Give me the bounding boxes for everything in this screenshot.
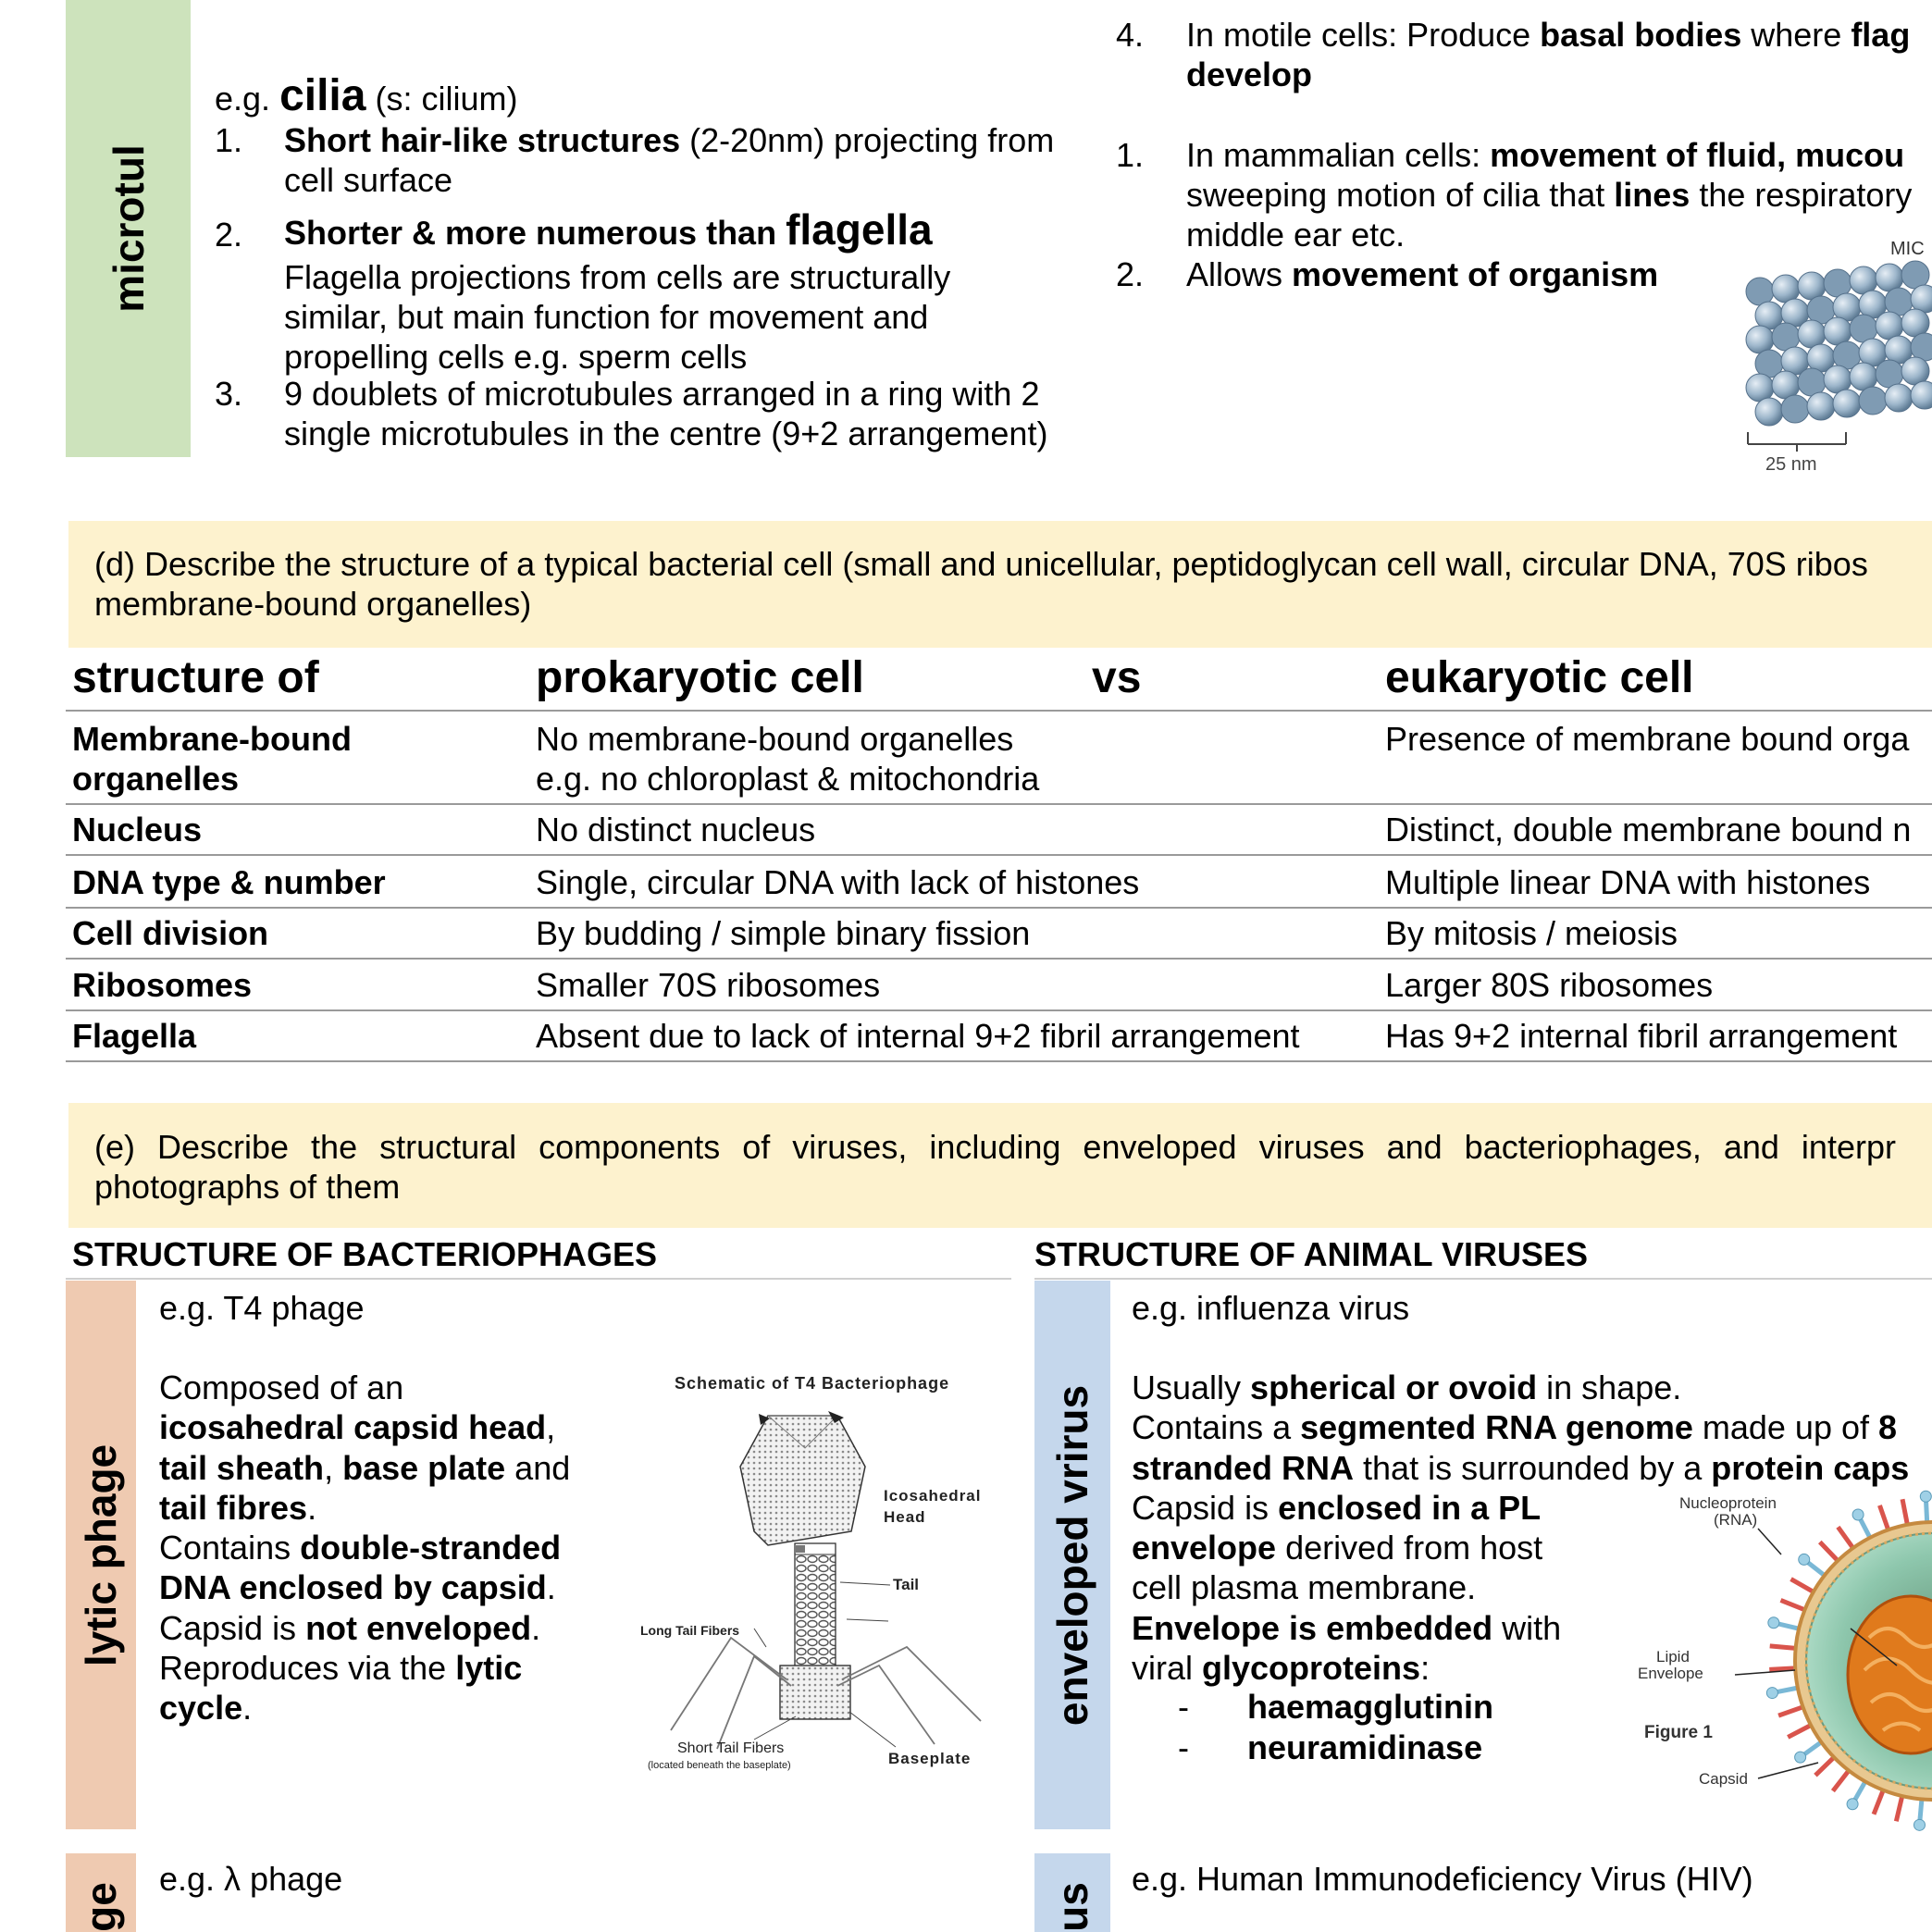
text-line: Composed of an	[159, 1368, 404, 1406]
table-row-1-eukaryotic: Presence of membrane bound orga	[1385, 720, 1910, 758]
table-row-2-prokaryotic: No distinct nucleus	[536, 811, 816, 848]
table-row-3-eukaryotic: Multiple linear DNA with histones	[1385, 863, 1871, 901]
cilia-term: cilia	[279, 71, 366, 120]
head-label: Icosahedral	[884, 1487, 982, 1505]
icosahedral-head	[740, 1416, 865, 1545]
tail-label: Tail	[893, 1576, 920, 1593]
microtubule-side-bar	[66, 0, 191, 457]
neuramidinase-item: neuramidinase	[1247, 1728, 1483, 1766]
nucleoprotein-label: Nucleoprotein	[1679, 1494, 1777, 1512]
table-row-4-structure: Cell division	[72, 914, 269, 952]
t4-phage-example: e.g. T4 phage	[159, 1289, 365, 1327]
bacteriophage-heading: STRUCTURE OF BACTERIOPHAGES	[72, 1235, 658, 1273]
lipid-label: Lipid	[1656, 1648, 1690, 1666]
microtubule-figure	[1740, 227, 1932, 486]
text-line: cycle.	[159, 1689, 253, 1728]
t4-figure-title: Schematic of T4 Bacteriophage	[675, 1374, 950, 1393]
nucleoprotein-label-line2: (RNA)	[1714, 1511, 1758, 1529]
section-d-line1: (d) Describe the structure of a typical bacterial cell (small and unicellular, peptidoglycan cell wall, circular DNA, 70S ribos	[94, 545, 1868, 583]
text-line: Capsid is enclosed in a PL	[1132, 1488, 1542, 1527]
tail-sheath	[795, 1554, 836, 1684]
section-d-banner	[68, 521, 1932, 648]
table-row-2-structure: Nucleus	[72, 811, 203, 848]
text-line: stranded RNA that is surrounded by a protein caps	[1132, 1448, 1910, 1487]
section-d-line2: membrane-bound organelles)	[94, 585, 532, 623]
lytic-phage-side-label: lytic phage	[77, 1443, 125, 1666]
table-row-6-structure: Flagella	[72, 1017, 197, 1055]
text-line: Usually spherical or ovoid in shape.	[1132, 1368, 1682, 1406]
text-line: tail sheath, base plate and	[159, 1448, 571, 1487]
text-line: Contains a segmented RNA genome made up of 8	[1132, 1408, 1898, 1447]
table-header-structure: structure of	[72, 653, 319, 702]
hiv-side-label: us	[1048, 1882, 1096, 1932]
table-row-6-prokaryotic: Absent due to lack of internal 9+2 fibril arrangement	[536, 1017, 1300, 1055]
long-fibers-label: Long Tail Fibers	[640, 1623, 740, 1638]
section-e-line1: (e) Describe the structural components of viruses, including enveloped viruses and bacteriophages, and interpr	[94, 1128, 1896, 1166]
lipid-label-line2: Envelope	[1638, 1665, 1703, 1682]
microtubule-side-label: microtul	[104, 144, 153, 313]
lambda-phage-side-label: ge	[77, 1882, 125, 1932]
table-header-vs: vs	[1092, 653, 1142, 702]
table-row-4-prokaryotic: By budding / simple binary fission	[536, 914, 1031, 952]
head-label-line2: Head	[884, 1508, 926, 1526]
short-fibers-label: Short Tail Fibers	[677, 1740, 785, 1756]
figure-1-label: Figure 1	[1644, 1723, 1713, 1742]
text-line: Contains double-stranded	[159, 1529, 562, 1567]
capsid-label: Capsid	[1699, 1770, 1748, 1788]
haemagglutinin-item: haemagglutinin	[1247, 1688, 1494, 1726]
table-header-eukaryotic: eukaryotic cell	[1385, 653, 1694, 702]
glycoprotein-list: - haemagglutinin - neuramidinase	[1178, 1688, 1494, 1766]
microtubule-label: MIC	[1890, 239, 1925, 259]
text-line: tail fibres.	[159, 1488, 317, 1527]
enveloped-virus-side-label: enveloped vrirus	[1048, 1384, 1096, 1726]
short-fibers-note: (located beneath the baseplate)	[648, 1760, 791, 1771]
table-row-5-prokaryotic: Smaller 70S ribosomes	[536, 966, 881, 1004]
text-line: viral glycoproteins:	[1132, 1649, 1430, 1688]
section-e-banner	[68, 1103, 1932, 1228]
table-row-2-eukaryotic: Distinct, double membrane bound n	[1385, 811, 1912, 848]
table-row-5-structure: Ribosomes	[72, 966, 253, 1004]
tubulin-subunits	[1746, 261, 1932, 426]
text-line: envelope derived from host	[1132, 1529, 1543, 1567]
table-row-1-structure: Membrane-bound organelles	[72, 720, 352, 798]
baseplate-label: Baseplate	[888, 1750, 972, 1767]
section-e-line2: photographs of them	[94, 1168, 401, 1206]
table-header-prokaryotic: prokaryotic cell	[536, 653, 864, 702]
text-line: Capsid is not enveloped.	[159, 1608, 541, 1647]
table-row-3-prokaryotic: Single, circular DNA with lack of histones	[536, 863, 1140, 901]
lambda-phage-side-bar	[66, 1853, 136, 1932]
text-line: Reproduces via the lytic	[159, 1649, 523, 1688]
lambda-phage-example: e.g. λ phage	[159, 1860, 343, 1898]
baseplate	[780, 1666, 850, 1719]
table-row-6-eukaryotic: Has 9+2 internal fibril arrangement	[1385, 1017, 1898, 1055]
cilia-example: e.g. cilia (s: cilium)	[215, 71, 518, 120]
hiv-side-bar	[1034, 1853, 1110, 1932]
table-row-4-eukaryotic: By mitosis / meiosis	[1385, 914, 1678, 952]
enveloped-virus-side-bar	[1034, 1281, 1110, 1829]
lytic-phage-side-bar	[66, 1281, 136, 1829]
table-row-3-structure: DNA type & number	[72, 863, 386, 901]
microtubule-scale-label: 25 nm	[1765, 454, 1817, 475]
t4-phage-figure	[629, 1360, 1018, 1777]
influenza-example: e.g. influenza virus	[1132, 1289, 1410, 1327]
text-line: icosahedral capsid head,	[159, 1408, 556, 1447]
table-row-1-prokaryotic: No membrane-bound organelles e.g. no chloroplast & mitochondria	[536, 720, 1040, 798]
text-line: cell plasma membrane.	[1132, 1568, 1477, 1607]
lytic-phage-description	[159, 1368, 570, 1728]
table-row-5-eukaryotic: Larger 80S ribosomes	[1385, 966, 1714, 1004]
animal-virus-heading: STRUCTURE OF ANIMAL VIRUSES	[1034, 1235, 1589, 1273]
text-line: Envelope is embedded with	[1132, 1608, 1562, 1647]
text-line: DNA enclosed by capsid.	[159, 1568, 556, 1607]
hiv-example: e.g. Human Immunodeficiency Virus (HIV)	[1132, 1860, 1753, 1898]
influenza-figure	[1629, 1480, 1932, 1841]
